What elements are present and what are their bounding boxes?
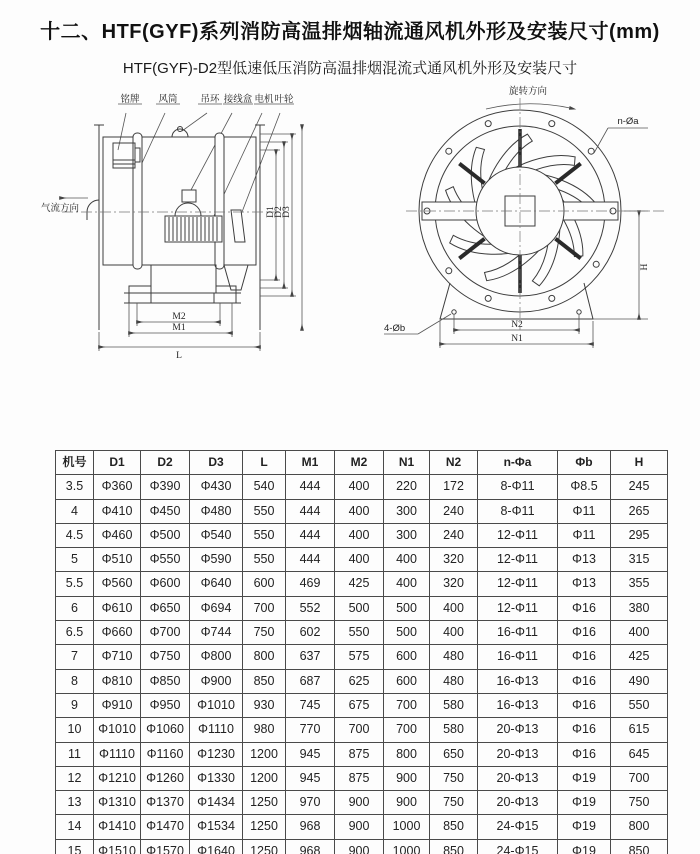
- table-cell: 245: [611, 475, 668, 499]
- table-cell: 20-Φ13: [478, 742, 558, 766]
- table-cell: 6: [56, 596, 94, 620]
- table-cell: 850: [430, 839, 478, 854]
- table-cell: 13: [56, 791, 94, 815]
- table-cell: 770: [286, 718, 335, 742]
- table-cell: 700: [611, 766, 668, 790]
- table-cell: Φ610: [94, 596, 141, 620]
- table-cell: 380: [611, 596, 668, 620]
- table-cell: 1250: [243, 815, 286, 839]
- table-cell: Φ660: [94, 621, 141, 645]
- table-cell: 540: [243, 475, 286, 499]
- table-cell: Φ11: [558, 523, 611, 547]
- label-rotation: 旋转方向: [508, 86, 548, 97]
- table-cell: 12-Φ11: [478, 596, 558, 620]
- spec-table: [55, 450, 668, 854]
- table-cell: 850: [611, 839, 668, 854]
- side-view-drawing: [26, 90, 348, 368]
- diameter-dims: [260, 125, 302, 330]
- table-cell: 7: [56, 645, 94, 669]
- table-cell: 575: [335, 645, 384, 669]
- col-header-model: 机号: [56, 451, 94, 475]
- table-row: [56, 669, 668, 693]
- table-cell: Φ13: [558, 548, 611, 572]
- front-view-svg: [356, 82, 700, 374]
- table-cell: 637: [286, 645, 335, 669]
- table-cell: 12-Φ11: [478, 548, 558, 572]
- table-cell: 600: [243, 572, 286, 596]
- table-cell: 480: [430, 645, 478, 669]
- table-cell: Φ950: [141, 693, 190, 717]
- table-cell: 444: [286, 499, 335, 523]
- table-cell: 1250: [243, 791, 286, 815]
- table-cell: 9: [56, 693, 94, 717]
- label-impeller: 叶轮: [274, 94, 294, 105]
- table-row: [56, 693, 668, 717]
- table-cell: 700: [243, 596, 286, 620]
- table-cell: Φ390: [141, 475, 190, 499]
- table-cell: 500: [384, 596, 430, 620]
- table-cell: 400: [335, 499, 384, 523]
- table-cell: Φ19: [558, 766, 611, 790]
- spec-table-section: [55, 450, 668, 854]
- table-cell: Φ1010: [190, 693, 243, 717]
- col-header-n2: N2: [430, 451, 478, 475]
- table-cell: Φ744: [190, 621, 243, 645]
- table-row: [56, 742, 668, 766]
- table-cell: 16-Φ11: [478, 645, 558, 669]
- table-cell: Φ1210: [94, 766, 141, 790]
- table-cell: Φ510: [94, 548, 141, 572]
- table-cell: 875: [335, 742, 384, 766]
- table-cell: 320: [430, 572, 478, 596]
- table-cell: 400: [430, 596, 478, 620]
- table-cell: Φ16: [558, 596, 611, 620]
- table-cell: 20-Φ13: [478, 791, 558, 815]
- col-header-h: H: [611, 451, 668, 475]
- table-row: [56, 621, 668, 645]
- table-cell: 945: [286, 766, 335, 790]
- table-cell: Φ410: [94, 499, 141, 523]
- label-duct: 风筒: [158, 94, 178, 105]
- table-cell: 11: [56, 742, 94, 766]
- table-cell: 10: [56, 718, 94, 742]
- table-cell: 400: [335, 523, 384, 547]
- table-cell: 615: [611, 718, 668, 742]
- table-cell: 240: [430, 499, 478, 523]
- table-cell: Φ480: [190, 499, 243, 523]
- table-cell: Φ1230: [190, 742, 243, 766]
- bottom-dims: [99, 303, 260, 361]
- table-cell: 900: [384, 766, 430, 790]
- table-cell: Φ560: [94, 572, 141, 596]
- table-cell: Φ500: [141, 523, 190, 547]
- table-cell: 400: [430, 621, 478, 645]
- table-cell: Φ900: [190, 669, 243, 693]
- table-cell: Φ1310: [94, 791, 141, 815]
- table-cell: 600: [384, 645, 430, 669]
- table-cell: 700: [384, 693, 430, 717]
- table-cell: 400: [384, 548, 430, 572]
- table-cell: Φ1060: [141, 718, 190, 742]
- table-cell: 400: [335, 548, 384, 572]
- table-cell: Φ640: [190, 572, 243, 596]
- table-cell: Φ16: [558, 693, 611, 717]
- table-cell: 580: [430, 718, 478, 742]
- table-cell: 12-Φ11: [478, 523, 558, 547]
- table-cell: 1000: [384, 815, 430, 839]
- table-cell: Φ1510: [94, 839, 141, 854]
- table-cell: 300: [384, 499, 430, 523]
- table-cell: 550: [335, 621, 384, 645]
- table-cell: 320: [430, 548, 478, 572]
- table-cell: 625: [335, 669, 384, 693]
- table-row: [56, 475, 668, 499]
- table-cell: Φ11: [558, 499, 611, 523]
- table-cell: 425: [611, 645, 668, 669]
- col-header-m2: M2: [335, 451, 384, 475]
- side-view-svg: [26, 90, 348, 368]
- table-cell: 900: [335, 839, 384, 854]
- table-cell: 24-Φ15: [478, 815, 558, 839]
- table-cell: Φ800: [190, 645, 243, 669]
- col-header-n1: N1: [384, 451, 430, 475]
- table-cell: 5.5: [56, 572, 94, 596]
- table-cell: Φ19: [558, 791, 611, 815]
- table-cell: 750: [611, 791, 668, 815]
- col-header-b: Φb: [558, 451, 611, 475]
- table-cell: 500: [384, 621, 430, 645]
- table-cell: Φ1640: [190, 839, 243, 854]
- table-row: [56, 523, 668, 547]
- table-cell: 900: [384, 791, 430, 815]
- table-cell: Φ460: [94, 523, 141, 547]
- label-nameplate: 铭牌: [120, 94, 140, 105]
- table-cell: 700: [335, 718, 384, 742]
- table-cell: 602: [286, 621, 335, 645]
- table-cell: 687: [286, 669, 335, 693]
- table-row: [56, 815, 668, 839]
- table-cell: Φ600: [141, 572, 190, 596]
- table-cell: Φ1534: [190, 815, 243, 839]
- table-cell: Φ19: [558, 839, 611, 854]
- col-header-d3: D3: [190, 451, 243, 475]
- table-cell: Φ590: [190, 548, 243, 572]
- table-cell: 220: [384, 475, 430, 499]
- table-cell: 12-Φ11: [478, 572, 558, 596]
- table-cell: 800: [384, 742, 430, 766]
- table-cell: Φ16: [558, 669, 611, 693]
- table-cell: 930: [243, 693, 286, 717]
- table-cell: 500: [335, 596, 384, 620]
- table-cell: Φ700: [141, 621, 190, 645]
- page-title: 十二、HTF(GYF)系列消防高温排烟轴流通风机外形及安装尺寸(mm): [40, 21, 660, 43]
- table-cell: 12: [56, 766, 94, 790]
- table-cell: 4.5: [56, 523, 94, 547]
- table-cell: 8: [56, 669, 94, 693]
- table-row: [56, 499, 668, 523]
- table-cell: Φ1570: [141, 839, 190, 854]
- table-cell: 750: [430, 766, 478, 790]
- table-cell: 355: [611, 572, 668, 596]
- col-header-d1: D1: [94, 451, 141, 475]
- table-cell: 900: [335, 815, 384, 839]
- table-row: [56, 839, 668, 854]
- table-cell: 20-Φ13: [478, 718, 558, 742]
- table-cell: Φ1110: [190, 718, 243, 742]
- table-cell: 444: [286, 523, 335, 547]
- table-cell: 750: [243, 621, 286, 645]
- page-subtitle: HTF(GYF)-D2型低速低压消防高温排烟混流式通风机外形及安装尺寸: [122, 60, 578, 77]
- dim-m2: M2: [172, 312, 186, 322]
- table-cell: Φ710: [94, 645, 141, 669]
- table-cell: Φ694: [190, 596, 243, 620]
- dim-d3: D3: [282, 206, 292, 218]
- table-cell: 3.5: [56, 475, 94, 499]
- table-cell: Φ1110: [94, 742, 141, 766]
- table-cell: 1250: [243, 839, 286, 854]
- table-cell: 650: [430, 742, 478, 766]
- table-cell: 675: [335, 693, 384, 717]
- table-cell: Φ850: [141, 669, 190, 693]
- table-cell: 4: [56, 499, 94, 523]
- table-body: [56, 475, 668, 854]
- table-row: [56, 645, 668, 669]
- table-cell: Φ16: [558, 621, 611, 645]
- table-cell: 16-Φ11: [478, 621, 558, 645]
- table-cell: 315: [611, 548, 668, 572]
- table-cell: Φ1160: [141, 742, 190, 766]
- label-lifting-ring: 吊环: [200, 94, 220, 105]
- table-cell: 5: [56, 548, 94, 572]
- table-cell: 1200: [243, 766, 286, 790]
- table-cell: 700: [384, 718, 430, 742]
- table-cell: 469: [286, 572, 335, 596]
- table-cell: Φ650: [141, 596, 190, 620]
- table-cell: Φ360: [94, 475, 141, 499]
- dim-d2: D2: [274, 206, 284, 218]
- table-cell: 945: [286, 742, 335, 766]
- table-cell: Φ1370: [141, 791, 190, 815]
- table-cell: Φ1330: [190, 766, 243, 790]
- table-cell: 800: [611, 815, 668, 839]
- table-cell: 900: [335, 791, 384, 815]
- label-airflow: 气流方向: [41, 203, 80, 214]
- table-cell: Φ540: [190, 523, 243, 547]
- table-cell: Φ1410: [94, 815, 141, 839]
- table-cell: Φ1260: [141, 766, 190, 790]
- col-header-m1: M1: [286, 451, 335, 475]
- col-header-l: L: [243, 451, 286, 475]
- table-cell: 24-Φ15: [478, 839, 558, 854]
- table-cell: 8-Φ11: [478, 499, 558, 523]
- table-cell: 850: [430, 815, 478, 839]
- label-motor: 电机: [254, 94, 274, 105]
- table-cell: 980: [243, 718, 286, 742]
- table-cell: 490: [611, 669, 668, 693]
- table-row: [56, 548, 668, 572]
- table-cell: 172: [430, 475, 478, 499]
- table-cell: 444: [286, 548, 335, 572]
- dim-m1: M1: [172, 323, 186, 333]
- table-cell: 968: [286, 815, 335, 839]
- table-row: [56, 791, 668, 815]
- label-junction-box: 接线盒: [223, 94, 253, 105]
- table-cell: 400: [611, 621, 668, 645]
- col-header-d2: D2: [141, 451, 190, 475]
- table-cell: 550: [611, 693, 668, 717]
- table-cell: Φ8.5: [558, 475, 611, 499]
- table-header-row: [56, 451, 668, 475]
- fan-side-body: [87, 125, 265, 330]
- n-dims: [440, 315, 593, 348]
- table-cell: Φ1434: [190, 791, 243, 815]
- table-cell: 300: [384, 523, 430, 547]
- table-cell: 240: [430, 523, 478, 547]
- table-cell: 970: [286, 791, 335, 815]
- table-cell: 444: [286, 475, 335, 499]
- table-cell: Φ430: [190, 475, 243, 499]
- table-row: [56, 766, 668, 790]
- table-cell: 425: [335, 572, 384, 596]
- table-cell: 850: [243, 669, 286, 693]
- table-row: [56, 572, 668, 596]
- table-cell: 550: [243, 499, 286, 523]
- table-cell: 875: [335, 766, 384, 790]
- dim-n2: N2: [511, 320, 523, 330]
- table-cell: 645: [611, 742, 668, 766]
- dim-d1: D1: [266, 206, 276, 218]
- table-cell: Φ450: [141, 499, 190, 523]
- table-cell: 580: [430, 693, 478, 717]
- front-view-drawing: [356, 82, 700, 374]
- table-cell: 480: [430, 669, 478, 693]
- table-cell: 600: [384, 669, 430, 693]
- table-cell: Φ810: [94, 669, 141, 693]
- table-cell: Φ16: [558, 645, 611, 669]
- table-cell: 968: [286, 839, 335, 854]
- table-cell: Φ16: [558, 742, 611, 766]
- table-cell: Φ1010: [94, 718, 141, 742]
- table-cell: 16-Φ13: [478, 693, 558, 717]
- table-row: [56, 596, 668, 620]
- table-cell: 16-Φ13: [478, 669, 558, 693]
- table-cell: Φ16: [558, 718, 611, 742]
- dim-n1: N1: [511, 334, 523, 344]
- table-cell: 745: [286, 693, 335, 717]
- table-cell: 14: [56, 815, 94, 839]
- table-cell: 552: [286, 596, 335, 620]
- table-cell: Φ19: [558, 815, 611, 839]
- table-cell: 15: [56, 839, 94, 854]
- table-cell: 20-Φ13: [478, 766, 558, 790]
- table-cell: 750: [430, 791, 478, 815]
- table-cell: 265: [611, 499, 668, 523]
- table-cell: 6.5: [56, 621, 94, 645]
- dim-h: H: [640, 263, 650, 271]
- table-cell: 400: [335, 475, 384, 499]
- dim-l: L: [176, 351, 182, 361]
- table-cell: 295: [611, 523, 668, 547]
- table-cell: Φ910: [94, 693, 141, 717]
- table-cell: 400: [384, 572, 430, 596]
- table-cell: Φ750: [141, 645, 190, 669]
- h-dim: [593, 211, 650, 319]
- table-cell: Φ13: [558, 572, 611, 596]
- table-row: [56, 718, 668, 742]
- table-cell: Φ550: [141, 548, 190, 572]
- label-flange-holes: n-Øa: [617, 116, 639, 127]
- table-cell: 800: [243, 645, 286, 669]
- table-cell: 1200: [243, 742, 286, 766]
- table-cell: 1000: [384, 839, 430, 854]
- table-cell: 550: [243, 523, 286, 547]
- table-cell: Φ1470: [141, 815, 190, 839]
- label-foot-holes: 4-Øb: [384, 323, 406, 334]
- table-cell: 550: [243, 548, 286, 572]
- table-cell: 8-Φ11: [478, 475, 558, 499]
- col-header-na: n-Φa: [478, 451, 558, 475]
